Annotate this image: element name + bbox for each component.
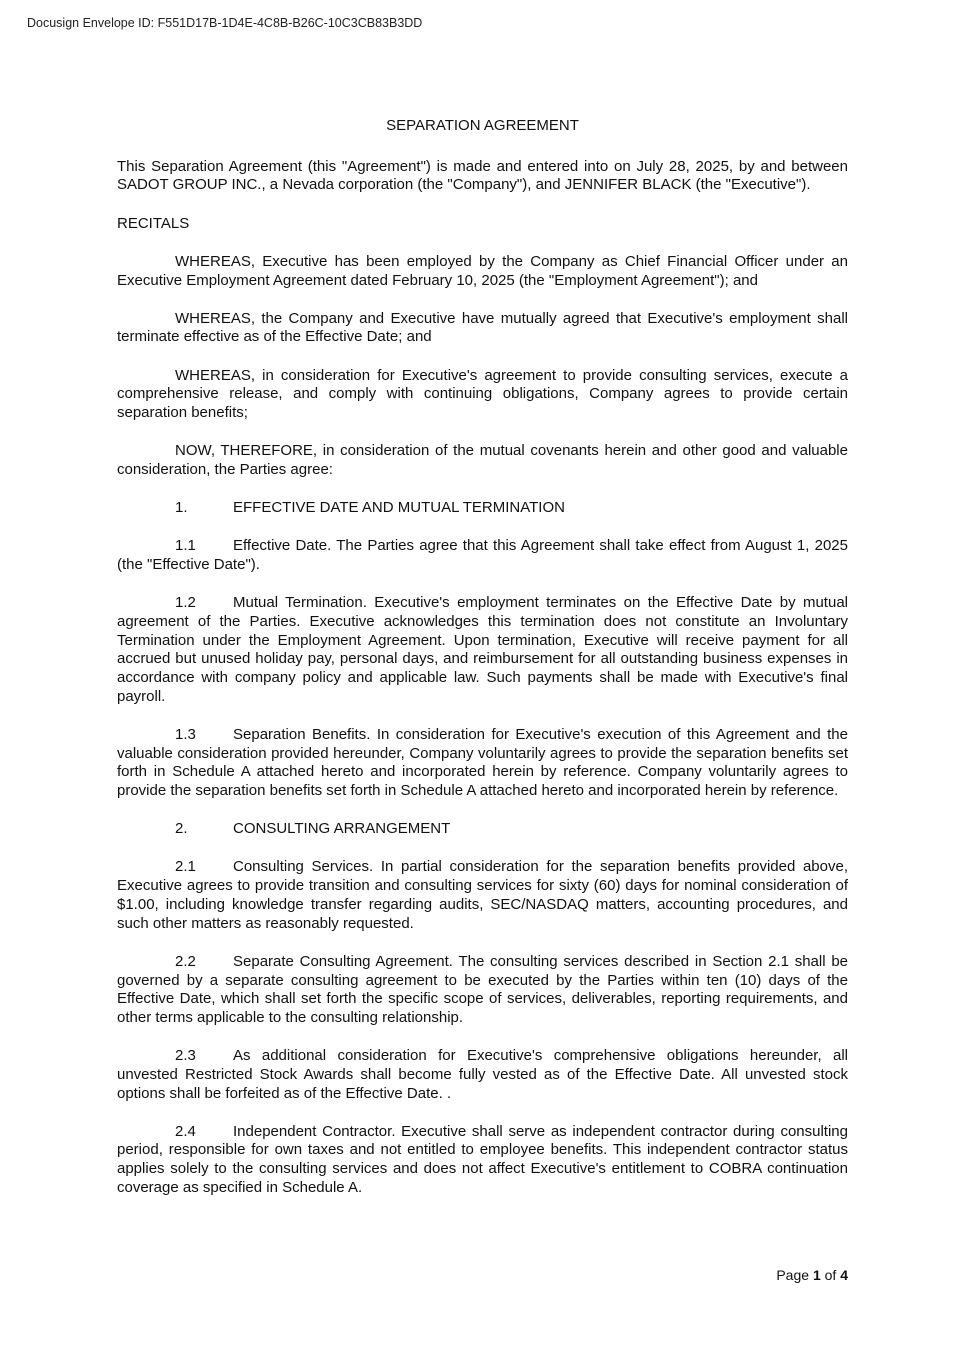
page-current: 1	[812, 1267, 821, 1283]
clause-text: Separate Consulting Agreement. The consulting services described in Section 2.1 shall be governed by a separate consulting agreement to be executed by the Parties within ten (10) days of the Effective Date, which shall set forth the specific scope of services, deliverables, reporting requirements, and other terms applicable to the consulting relationship.	[117, 952, 848, 1026]
clause-number: 1.3	[175, 725, 196, 743]
section-number: 2.	[175, 820, 188, 838]
page-of: of	[824, 1267, 837, 1283]
section-title: CONSULTING ARRANGEMENT	[233, 820, 451, 838]
clause-1-1	[117, 537, 848, 574]
page-total: 4	[840, 1267, 848, 1283]
page-label: Page	[776, 1267, 810, 1283]
clause-number: 1.1	[175, 537, 196, 555]
clause-number: 2.2	[175, 952, 196, 970]
clause-2-4	[117, 1123, 848, 1198]
recital-paragraph: NOW, THEREFORE, in consideration of the mutual covenants herein and other good and valuable consideration, the Parties agree:	[117, 442, 848, 478]
section-title: EFFECTIVE DATE AND MUTUAL TERMINATION	[233, 499, 565, 517]
section-number: 1.	[175, 499, 188, 517]
clause-2-3	[117, 1047, 848, 1103]
clause-text: Independent Contractor. Executive shall serve as independent contractor during consulting period, responsible for own taxes and not entitled to employee benefits. This independent contractor status applies solely to the consulting services and does not affect Executive's entitlement to COBRA continuation coverage as specified in Schedule A.	[117, 1122, 848, 1196]
clause-2-1	[117, 858, 848, 933]
clause-number: 2.3	[175, 1047, 196, 1065]
recital-paragraph: WHEREAS, in consideration for Executive's agreement to provide consulting services, execute a comprehensive release, and comply with continuing obligations, Company agrees to provide certain separation benefits;	[117, 366, 848, 422]
clause-1-2	[117, 594, 848, 706]
section-heading-1	[175, 499, 848, 518]
clause-2-2	[117, 953, 848, 1028]
recitals-heading: RECITALS	[117, 214, 190, 232]
section-heading-2	[175, 820, 848, 839]
clause-text: Mutual Termination. Executive's employment terminates on the Effective Date by mutual agreement of the Parties. Executive acknowledges this termination does not constitute an Involuntary Termination under the Employment Agreement. Upon termination, Executive will receive payment for all accrued but unused holiday pay, personal days, and reimbursement for all outstanding business expenses in accordance with company policy and applicable law. Such payments shall be made with Executive's final payroll.	[117, 594, 848, 705]
clause-text: As additional consideration for Executive's comprehensive obligations hereunder, all unvested Restricted Stock Awards shall become fully vested as of the Effective Date. All unvested stock options shall be forfeited as of the Effective Date. .	[117, 1047, 848, 1102]
recital-paragraph: WHEREAS, Executive has been employed by the Company as Chief Financial Officer under an Executive Employment Agreement dated February 10, 2025 (the "Employment Agreement"); and	[117, 252, 848, 289]
recital-paragraph: WHEREAS, the Company and Executive have mutually agreed that Executive's employment shall terminate effective as of the Effective Date; and	[117, 309, 848, 346]
intro-paragraph: This Separation Agreement (this "Agreement") is made and entered into on July 28, 2025, by and between SADOT GROUP INC., a Nevada corporation (the "Company"), and JENNIFER BLACK (the "Executive").	[117, 157, 848, 194]
page-number	[776, 1267, 848, 1283]
document-body	[117, 117, 848, 1217]
clause-text: Consulting Services. In partial consideration for the separation benefits provided above, Executive agrees to provide transition and consulting services for sixty (60) days for nominal consideration of $1.00, including knowledge transfer regarding audits, SEC/NASDAQ matters, accounting procedures, and such other matters as reasonably requested.	[117, 858, 848, 932]
clause-text: Separation Benefits. In consideration for Executive's execution of this Agreement and the valuable consideration provided hereunder, Company voluntarily agrees to provide the separation benefits set forth in Schedule A attached hereto and incorporated herein by reference. Company voluntarily agrees to provide the separation benefits set forth in Schedule A attached hereto and incorporated herein by reference.	[117, 725, 848, 800]
envelope-id: Docusign Envelope ID: F551D17B-1D4E-4C8B-B26C-10C3CB83B3DD	[27, 16, 423, 30]
clause-text: Effective Date. The Parties agree that this Agreement shall take effect from August 1, 2025 (the "Effective Date").	[117, 537, 848, 574]
clause-number: 1.2	[175, 594, 196, 612]
clause-number: 2.4	[175, 1122, 196, 1140]
clause-1-3	[117, 726, 848, 801]
document-title: SEPARATION AGREEMENT	[386, 117, 579, 134]
clause-number: 2.1	[175, 858, 196, 876]
